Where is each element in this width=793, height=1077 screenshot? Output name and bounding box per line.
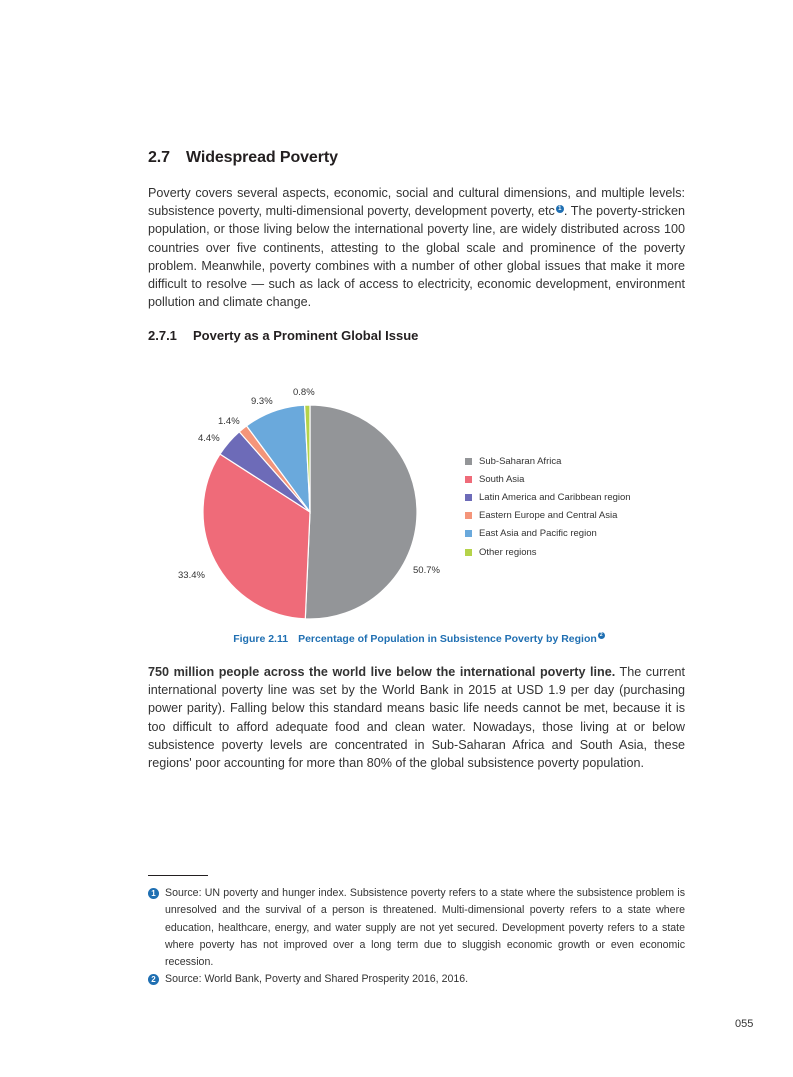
- footnote-2-text: Source: World Bank, Poverty and Shared Prosperity 2016, 2016.: [165, 973, 469, 986]
- legend-swatch-icon: [465, 530, 472, 537]
- footnote-2-marker-icon: 2: [148, 974, 159, 985]
- intro-text-cont: . The poverty-stricken population, or those living below the international poverty line, are widely distributed across 100 countries over five continents, attesting to the global scale and prominence of the poverty problem. Meanwhile, poverty combines with a number of other global issues that make it more difficult to resolve — such as lack of access to electricity, economic development, environment pollution and climate change.: [148, 204, 685, 310]
- legend-label: Other regions: [479, 546, 537, 558]
- pie-slice-label: 33.4%: [178, 570, 205, 581]
- pie-slice-label: 1.4%: [218, 416, 240, 427]
- page-number: 055: [735, 1018, 754, 1030]
- footnote-1-text: Source: UN poverty and hunger index. Subsistence poverty refers to a state where the subsistence problem is unresolved and the survival of a person is threatened. Multi-dimensional poverty refers to a state where education, healthcare, energy, and water supply are not yet secured. Development poverty refers to a state where poverty has not improved over a long term due to sluggish economic growth or even economic recession.: [165, 887, 685, 969]
- figure-caption: [0, 632, 793, 645]
- legend-label: East Asia and Pacific region: [479, 528, 597, 540]
- bold-lead: 750 million people across the world live below the international poverty line.: [148, 665, 616, 679]
- pie-slice-label: 0.8%: [293, 387, 315, 398]
- legend-item: [465, 543, 631, 561]
- legend-label: Latin America and Caribbean region: [479, 491, 631, 503]
- footnotes: [148, 885, 685, 989]
- footnote-ref-1[interactable]: 1: [556, 205, 564, 213]
- subsection-number: 2.7.1: [148, 328, 177, 343]
- pie-slice: [305, 405, 417, 619]
- legend-item: [465, 470, 631, 488]
- legend-label: Eastern Europe and Central Asia: [479, 510, 618, 522]
- legend-label: Sub-Saharan Africa: [479, 455, 562, 467]
- chart-legend: [465, 452, 631, 561]
- pie-slice-label: 9.3%: [251, 396, 273, 407]
- subsection-title: Poverty as a Prominent Global Issue: [193, 328, 419, 343]
- figure-number: Figure 2.11: [233, 633, 289, 645]
- legend-swatch-icon: [465, 476, 472, 483]
- legend-item: [465, 507, 631, 525]
- intro-paragraph: [148, 184, 685, 311]
- body-text: The current international poverty line was set by the World Bank in 2015 at USD 1.9 per day (purchasing power parity). Falling below this standard means basic life needs cannot be met, because it is too difficult to afford adequate food and clean water. Nowadays, those living at or below subsistence poverty levels are concentrated in Sub-Saharan Africa and South Asia, these regions' poor accounting for more than 80% of the global subsistence poverty population.: [148, 665, 685, 771]
- section-title: Widespread Poverty: [186, 149, 338, 166]
- footnote-ref-2[interactable]: 2: [598, 632, 605, 639]
- section-heading: [148, 149, 338, 167]
- pie-slice-label: 50.7%: [413, 565, 440, 576]
- figure-caption-text: Percentage of Population in Subsistence Poverty by Region: [298, 633, 597, 645]
- pie-chart: [170, 380, 670, 630]
- legend-item: [465, 525, 631, 543]
- legend-swatch-icon: [465, 549, 472, 556]
- intro-text: Poverty covers several aspects, economic, social and cultural dimensions, and multiple levels: subsistence poverty, multi-dimensional poverty, development poverty, etc: [148, 186, 685, 219]
- footnote-1-marker-icon: 1: [148, 888, 159, 899]
- footnote-1: [148, 885, 685, 971]
- legend-swatch-icon: [465, 458, 472, 465]
- subsection-heading: [148, 328, 418, 343]
- legend-swatch-icon: [465, 512, 472, 519]
- pie-slice-label: 4.4%: [198, 433, 220, 444]
- legend-item: [465, 488, 631, 506]
- footnote-divider: [148, 875, 208, 876]
- body-paragraph: [148, 663, 685, 772]
- footnote-2: [148, 971, 685, 988]
- section-number: 2.7: [148, 149, 170, 166]
- legend-label: South Asia: [479, 473, 525, 485]
- legend-swatch-icon: [465, 494, 472, 501]
- legend-item: [465, 452, 631, 470]
